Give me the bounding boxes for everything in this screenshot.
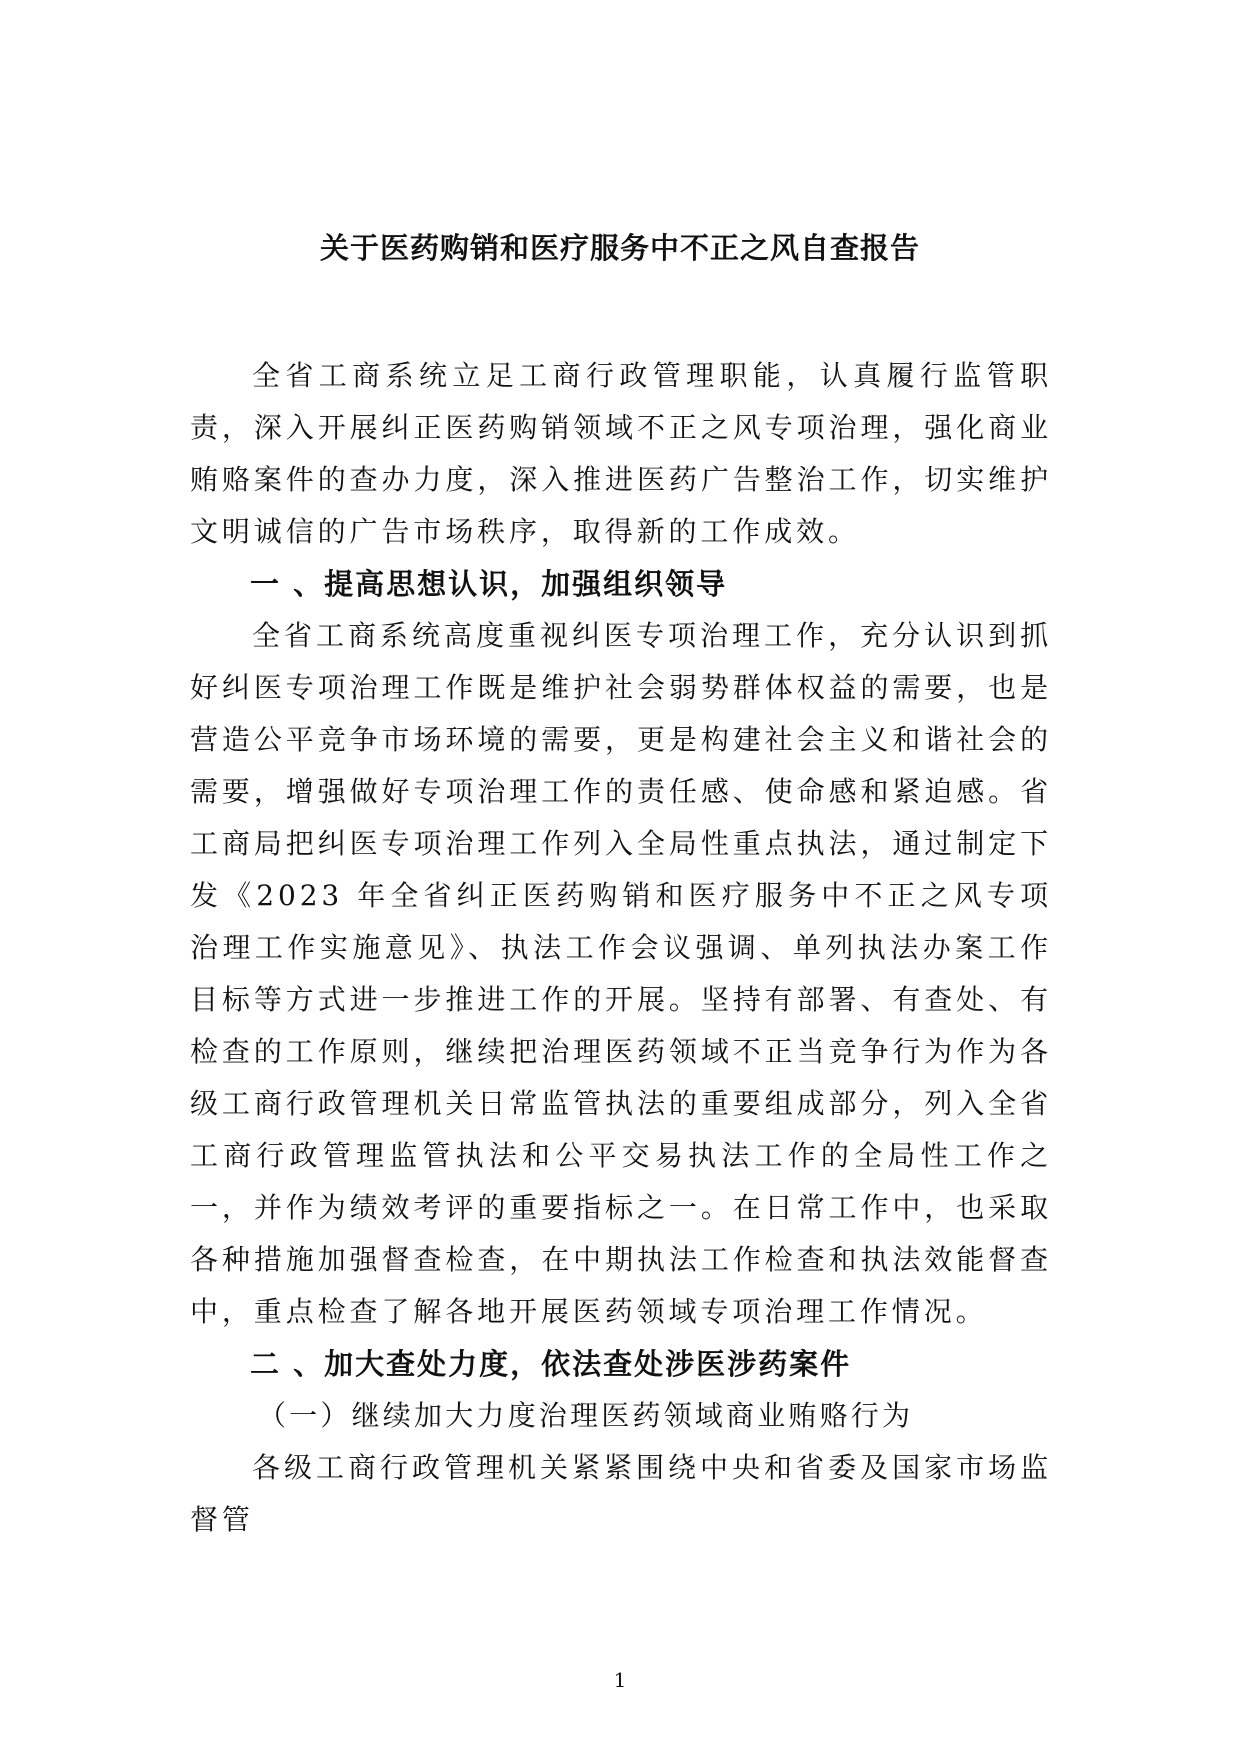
section-1-paragraph: 全省工商系统高度重视纠医专项治理工作，充分认识到抓好纠医专项治理工作既是维护社会弱势群体权益的需要，也是营造公平竞争市场环境的需要，更是构建社会主义和谐社会的需要，增强做好专项治理工作的责任感、使命感和紧迫感。省工商局把纠医专项治理工作列入全局性重点执法，通过制定下发《2023 年全省纠正医药购销和医疗服务中不正之风专项治理工作实施意见》、执法工作会议强调、单列执法办案工作目标等方式进一步推进工作的开展。坚持有部署、有查处、有检查的工作原则，继续把治理医药领域不正当竞争行为作为各级工商行政管理机关日常监管执法的重要组成部分，列入全省工商行政管理监管执法和公平交易执法工作的全局性工作之一，并作为绩效考评的重要指标之一。在日常工作中，也采取各种措施加强督查检查，在中期执法工作检查和执法效能督查中，重点检查了解各地开展医药领域专项治理工作情况。 [190,619,1052,1328]
section-2-paragraph: 各级工商行政管理机关紧紧围绕中央和省委及国家市场监督管 [190,1451,1052,1536]
intro-paragraph: 全省工商系统立足工商行政管理职能，认真履行监管职责，深入开展纠正医药购销领域不正之风专项治理，强化商业贿赂案件的查办力度，深入推进医药广告整治工作，切实维护文明诚信的广告市场秩序，取得新的工作成效。 [190,359,1052,548]
page-number: 1 [613,1668,627,1692]
document-title: 关于医药购销和医疗服务中不正之风自查报告 [319,231,920,265]
section-1-heading: 一 、提高思想认识，加强组织领导 [250,567,728,601]
document-body [190,350,1052,1546]
section-2-subheading: （一）继续加大力度治理医药领域商业贿赂行为 [258,1399,914,1432]
section-2-heading: 二 、加大查处力度，依法查处涉医涉药案件 [250,1347,852,1381]
